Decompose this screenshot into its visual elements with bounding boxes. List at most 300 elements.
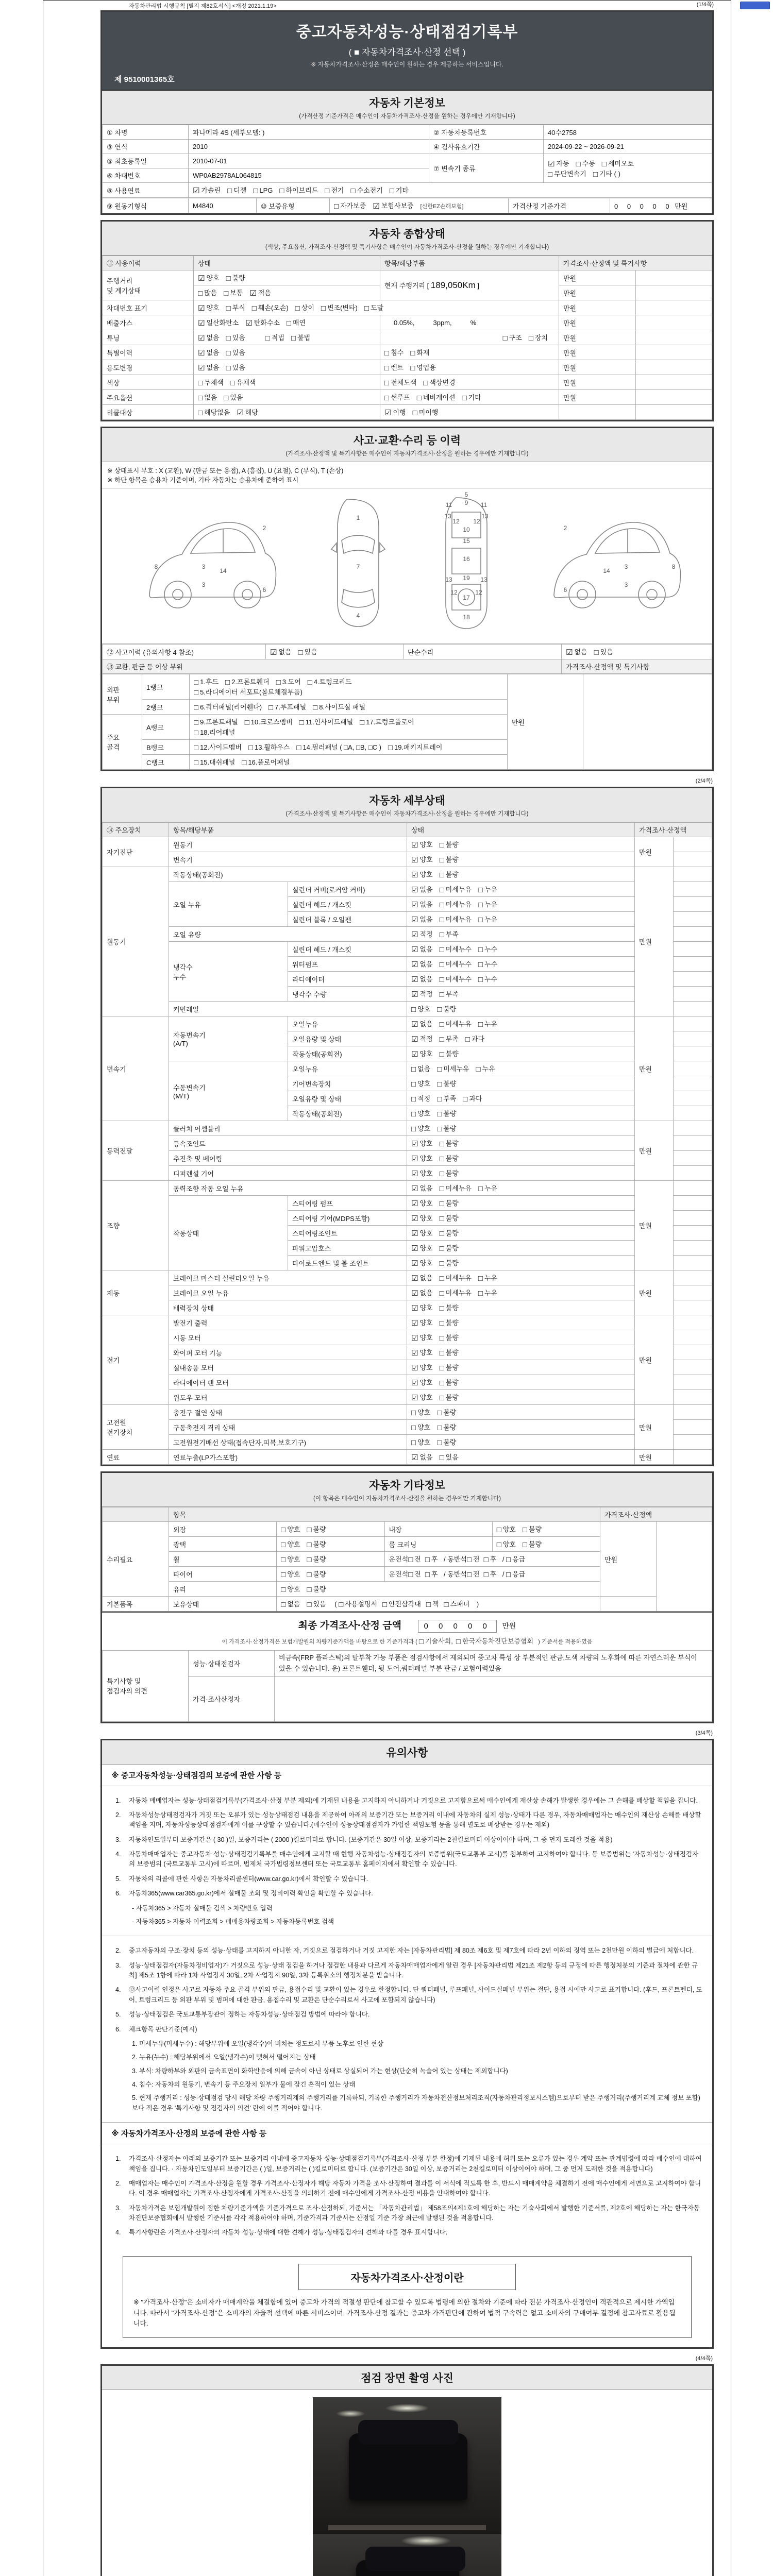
notes-cell xyxy=(674,1375,712,1390)
checkbox-unchecked[interactable] xyxy=(440,854,459,865)
checkbox-unchecked[interactable] xyxy=(476,1063,495,1074)
checkbox-unchecked[interactable] xyxy=(224,287,243,298)
checkbox-unchecked[interactable] xyxy=(440,1228,459,1238)
notice-item-number: 1. xyxy=(115,2155,121,2163)
accident-table xyxy=(102,644,712,770)
state-options xyxy=(407,1450,635,1465)
checkbox-unchecked[interactable] xyxy=(360,717,414,727)
state-options xyxy=(407,942,635,957)
checkbox-label: 보통 xyxy=(230,289,243,297)
checkbox-unchecked[interactable] xyxy=(307,1554,326,1564)
checkbox-label: 불량 xyxy=(445,871,459,878)
checkbox-checked[interactable] xyxy=(411,944,433,954)
checkbox-unchecked[interactable] xyxy=(350,185,382,195)
checkbox-checked[interactable] xyxy=(193,185,221,195)
checkbox-unchecked[interactable] xyxy=(440,1033,459,1044)
checkbox-unchecked[interactable] xyxy=(440,1452,459,1462)
notes-cell xyxy=(674,1360,712,1375)
checkbox-unchecked-icon: □ xyxy=(483,1555,489,1564)
part-label: 브레이크 오일 누유 xyxy=(169,1285,407,1300)
checkbox-unchecked-icon: □ xyxy=(418,1637,424,1646)
checkbox-label: 부족 xyxy=(445,990,459,998)
checkbox-checked[interactable] xyxy=(270,647,292,657)
checkbox-unchecked[interactable] xyxy=(225,676,270,687)
checkbox-checked[interactable] xyxy=(198,302,220,313)
checkbox-unchecked[interactable] xyxy=(384,377,416,387)
checkbox-checked[interactable] xyxy=(411,1138,433,1148)
checkbox-checked[interactable] xyxy=(411,1302,433,1313)
checkbox-unchecked-icon: □ xyxy=(198,409,203,417)
column-header: 항목/해당부품 xyxy=(169,823,407,837)
checkbox-checked[interactable] xyxy=(411,1243,433,1253)
checkbox-unchecked[interactable] xyxy=(437,1437,456,1447)
notice-sub-item xyxy=(132,1917,703,1927)
checkbox-unchecked[interactable] xyxy=(194,727,235,737)
checkbox-checked[interactable] xyxy=(411,839,433,850)
checkbox-checked[interactable] xyxy=(411,869,433,879)
checkbox-unchecked[interactable] xyxy=(198,392,217,402)
checkbox-unchecked[interactable] xyxy=(478,914,497,924)
checkbox-unchecked[interactable] xyxy=(198,407,230,417)
checkbox-checked[interactable] xyxy=(411,884,433,894)
checkbox-unchecked[interactable] xyxy=(411,1437,430,1447)
checkbox-unchecked[interactable] xyxy=(440,1332,459,1343)
checkbox-unchecked[interactable] xyxy=(307,1599,326,1609)
checkbox-unchecked[interactable] xyxy=(308,676,352,687)
checkbox-unchecked[interactable] xyxy=(440,914,472,924)
checkbox-unchecked[interactable] xyxy=(390,185,409,195)
checkbox-unchecked[interactable] xyxy=(440,1138,459,1148)
checkbox-checked[interactable] xyxy=(411,1019,433,1029)
checkbox-unchecked[interactable] xyxy=(382,1599,421,1609)
checkbox-checked[interactable] xyxy=(411,1377,433,1387)
checkbox-label: 양호 xyxy=(502,1526,516,1533)
checkbox-unchecked[interactable] xyxy=(478,959,497,969)
checkbox-unchecked[interactable] xyxy=(440,1048,459,1059)
state-options xyxy=(194,390,380,405)
page-marker-2: (2/4쪽) xyxy=(695,778,713,784)
checkbox-unchecked[interactable] xyxy=(384,347,404,358)
checkbox-unchecked[interactable] xyxy=(411,1078,430,1089)
checkbox-checked[interactable] xyxy=(411,914,433,924)
checkbox-unchecked[interactable] xyxy=(478,884,497,894)
checkbox-unchecked[interactable] xyxy=(529,332,548,343)
notice-item-text: 체크항목 판단기준(예시) xyxy=(129,2025,197,2033)
checkbox-unchecked[interactable] xyxy=(307,1524,326,1534)
notice-block3 xyxy=(102,2144,712,2248)
checkbox-unchecked[interactable] xyxy=(298,647,317,657)
checkbox-unchecked[interactable] xyxy=(506,1554,525,1564)
checkbox-unchecked[interactable] xyxy=(497,1539,516,1549)
checkbox-unchecked[interactable] xyxy=(265,332,284,343)
overall-status-title: 자동차 종합상태 xyxy=(369,228,445,240)
checkbox-checked[interactable] xyxy=(411,974,433,984)
checkbox-unchecked-icon: □ xyxy=(425,1555,430,1564)
panel-number: 14 xyxy=(220,567,227,574)
checkbox-checked[interactable] xyxy=(245,317,280,328)
checkbox-unchecked[interactable] xyxy=(281,1554,300,1564)
checkbox-unchecked[interactable] xyxy=(408,1569,421,1579)
checkbox-unchecked[interactable] xyxy=(276,676,301,687)
checkbox-checked[interactable] xyxy=(411,1183,433,1193)
checkbox-checked[interactable] xyxy=(373,200,413,211)
checkbox-label: 장치 xyxy=(534,334,548,342)
checkbox-unchecked[interactable] xyxy=(463,1093,482,1104)
checkbox-checked[interactable] xyxy=(566,647,587,657)
checkbox-unchecked[interactable] xyxy=(334,200,366,211)
checkbox-label: 불량 xyxy=(529,1540,542,1548)
mileage-value: 189,050Km xyxy=(430,280,476,290)
checkbox-unchecked[interactable] xyxy=(440,1287,472,1298)
notes-cell xyxy=(674,1002,712,1016)
checkbox-unchecked[interactable] xyxy=(411,1108,430,1118)
checkbox-checked[interactable] xyxy=(411,854,433,865)
checkbox-unchecked[interactable] xyxy=(268,702,306,712)
checkbox-checked[interactable] xyxy=(411,1213,433,1223)
checkbox-label: 19.패키지트레이 xyxy=(394,743,443,751)
checkbox-unchecked-icon: □ xyxy=(384,394,390,402)
checkbox-label: 불량 xyxy=(445,1349,459,1357)
checkbox-checked[interactable] xyxy=(411,929,433,939)
car-silhouette-2 xyxy=(356,2560,459,2576)
checkbox-unchecked[interactable] xyxy=(411,1407,430,1417)
checkbox-label: 무채색 xyxy=(204,379,224,386)
checkbox-unchecked[interactable] xyxy=(503,332,522,343)
checkbox-unchecked[interactable] xyxy=(408,1554,421,1564)
pricing-box-text: ※ "가격조사·산정"은 소비자가 매매계약을 체결함에 있어 중고차 가격의 적절성 판단에 참고할 수 있도록 법령에 의한 절차와 기준에 따라 전문 가격조사·산정인이 객관적으로 제시한 가액입니다. 따라서 "가격조사·산정"은 소비자의 자율적 선택에 따른 서비스이며, 가격조사·산정 결과는 중고차 가격판단에 관하여 법적 구속력은 없고 소비자의 구매여부 결정에 참고자료로 활용됩니다. xyxy=(133,2298,676,2328)
checkbox-checked[interactable] xyxy=(411,1332,433,1343)
checkbox-unchecked[interactable] xyxy=(411,1063,430,1074)
notes-cell xyxy=(674,1405,712,1420)
checkbox-unchecked[interactable] xyxy=(425,1569,438,1579)
checkbox-checked-icon: ☑ xyxy=(245,319,253,328)
checkbox-unchecked[interactable] xyxy=(307,1569,326,1579)
checkbox-unchecked[interactable] xyxy=(226,347,245,358)
checkbox-unchecked-icon: □ xyxy=(382,1600,388,1609)
checkbox-unchecked[interactable] xyxy=(295,302,314,313)
checkbox-unchecked[interactable] xyxy=(194,702,262,712)
checkbox-unchecked-icon: □ xyxy=(437,1409,442,1417)
checkbox-checked[interactable] xyxy=(411,1392,433,1402)
appraiser-opinion-text xyxy=(275,1676,712,1721)
checkbox-unchecked[interactable] xyxy=(440,1153,459,1163)
checkbox-unchecked[interactable] xyxy=(478,1019,497,1029)
checkbox-unchecked[interactable] xyxy=(281,1524,300,1534)
checkbox-label: 양호 xyxy=(417,1005,431,1013)
checkbox-unchecked[interactable] xyxy=(444,1599,470,1609)
notes-cell xyxy=(674,852,712,867)
checkbox-label: 양호 xyxy=(417,1125,431,1132)
checkbox-unchecked[interactable] xyxy=(224,392,243,402)
room-cleaning-label: 룸 크리닝 xyxy=(384,1537,492,1552)
checkbox-unchecked[interactable] xyxy=(437,1004,456,1014)
checkbox-unchecked[interactable] xyxy=(227,185,246,195)
checkbox-unchecked[interactable] xyxy=(281,1584,300,1594)
checkbox-label: 적정 xyxy=(417,1095,431,1103)
checkbox-unchecked[interactable] xyxy=(281,1569,300,1579)
checkbox-checked-icon: ☑ xyxy=(411,1319,418,1328)
state-options xyxy=(407,1226,635,1241)
detail-status-table xyxy=(102,822,712,1465)
checkbox-unchecked[interactable] xyxy=(388,742,442,752)
checkbox-unchecked[interactable] xyxy=(576,158,595,168)
checkbox-checked[interactable] xyxy=(411,959,433,969)
checkbox-label: 없음 xyxy=(419,901,433,908)
notes-cell xyxy=(674,1435,712,1450)
checkbox-unchecked-icon: □ xyxy=(281,1570,286,1579)
interior-options xyxy=(492,1522,600,1537)
checkbox-unchecked[interactable] xyxy=(437,1093,456,1104)
checkbox-unchecked[interactable] xyxy=(325,185,344,195)
checkbox-unchecked[interactable] xyxy=(478,1273,497,1283)
notice-block1-header: ※ 중고자동차성능·상태점검의 보증에 관한 사항 등 xyxy=(102,1765,712,1786)
checkbox-unchecked[interactable] xyxy=(226,302,245,313)
checkbox-unchecked[interactable] xyxy=(410,347,429,358)
part-label: 타이로드엔드 및 볼 조인트 xyxy=(288,1256,407,1270)
checkbox-checked[interactable] xyxy=(198,317,239,328)
checkbox-unchecked[interactable] xyxy=(198,377,224,387)
checkbox-unchecked[interactable] xyxy=(484,1569,497,1579)
checkbox-checked[interactable] xyxy=(411,989,433,999)
checkbox-unchecked[interactable] xyxy=(194,676,219,687)
checkbox-unchecked[interactable] xyxy=(484,1554,497,1564)
checkbox-unchecked[interactable] xyxy=(417,392,456,402)
checkbox-unchecked[interactable] xyxy=(465,1033,484,1044)
checkbox-checked[interactable] xyxy=(411,1168,433,1178)
checkbox-checked[interactable] xyxy=(411,1033,433,1044)
checkbox-unchecked[interactable] xyxy=(437,1407,456,1417)
checkbox-unchecked[interactable] xyxy=(252,302,289,313)
checkbox-unchecked[interactable] xyxy=(226,362,245,372)
checkbox-checked[interactable] xyxy=(548,158,569,168)
checkbox-unchecked-icon: □ xyxy=(281,1526,286,1534)
checkbox-label: 누유 xyxy=(484,916,498,923)
checkbox-unchecked[interactable] xyxy=(440,1168,459,1178)
checkbox-unchecked[interactable] xyxy=(384,392,410,402)
checkbox-unchecked[interactable] xyxy=(440,989,459,999)
checkbox-label: 누유 xyxy=(484,1289,498,1297)
checkbox-unchecked-icon: □ xyxy=(478,886,483,894)
checkbox-unchecked[interactable] xyxy=(364,302,383,313)
checkbox-checked[interactable] xyxy=(411,899,433,909)
checkbox-unchecked[interactable] xyxy=(437,1078,456,1089)
checkbox-checked[interactable] xyxy=(198,362,220,372)
checkbox-unchecked[interactable] xyxy=(279,185,318,195)
checkbox-unchecked[interactable] xyxy=(307,1539,326,1549)
checkbox-checked[interactable] xyxy=(411,1362,433,1372)
checkbox-unchecked[interactable] xyxy=(411,1093,430,1104)
checkbox-unchecked[interactable] xyxy=(440,1377,459,1387)
checkbox-checked[interactable] xyxy=(384,407,406,417)
checkbox-unchecked[interactable] xyxy=(281,1539,300,1549)
checkbox-checked[interactable] xyxy=(411,1287,433,1298)
checkbox-unchecked[interactable] xyxy=(425,1554,438,1564)
checkbox-unchecked-icon: □ xyxy=(456,1637,461,1646)
price-cell: 만원 xyxy=(559,300,636,315)
checkbox-unchecked[interactable] xyxy=(287,317,306,328)
checkbox-checked[interactable] xyxy=(411,1048,433,1059)
checkbox-unchecked[interactable] xyxy=(440,959,472,969)
checkbox-unchecked[interactable] xyxy=(440,944,472,954)
checkbox-unchecked[interactable] xyxy=(194,757,235,767)
checkbox-unchecked[interactable] xyxy=(467,1554,480,1564)
checkbox-unchecked[interactable] xyxy=(437,1108,456,1118)
checkbox-unchecked[interactable] xyxy=(226,273,245,283)
checkbox-unchecked[interactable] xyxy=(226,332,245,343)
checkbox-unchecked-icon: □ xyxy=(198,289,203,298)
checkbox-unchecked[interactable] xyxy=(462,392,481,402)
checkbox-unchecked[interactable] xyxy=(478,974,497,984)
checkbox-label: 누유 xyxy=(484,901,498,908)
checkbox-checked[interactable] xyxy=(411,1228,433,1238)
checkbox-unchecked[interactable] xyxy=(593,168,620,179)
checkbox-unchecked[interactable] xyxy=(194,742,242,752)
checkbox-checked[interactable] xyxy=(237,407,258,417)
checkbox-checked[interactable] xyxy=(411,1153,433,1163)
rank-label: 1랭크 xyxy=(142,674,190,700)
checkbox-unchecked[interactable] xyxy=(523,1539,542,1549)
checkbox-unchecked[interactable] xyxy=(497,1524,516,1534)
notice-header xyxy=(102,1740,712,1765)
checkbox-unchecked[interactable] xyxy=(437,1123,456,1133)
inspection-photo-1 xyxy=(313,2397,501,2534)
checkbox-unchecked[interactable] xyxy=(291,332,310,343)
checkbox-unchecked-icon: □ xyxy=(411,1080,416,1089)
checkbox-unchecked[interactable] xyxy=(281,1599,300,1609)
checkbox-unchecked[interactable] xyxy=(194,717,238,727)
checkbox-unchecked[interactable] xyxy=(478,1287,497,1298)
checkbox-unchecked[interactable] xyxy=(426,1599,439,1609)
checkbox-unchecked[interactable] xyxy=(440,1317,459,1328)
checkbox-unchecked[interactable] xyxy=(440,1347,459,1358)
checkbox-checked-icon: ☑ xyxy=(411,856,418,865)
checkbox-unchecked-icon: □ xyxy=(226,334,231,343)
checkbox-unchecked[interactable] xyxy=(440,1243,459,1253)
checkbox-unchecked[interactable] xyxy=(440,1362,459,1372)
notes-cell xyxy=(674,1181,712,1196)
checkbox-unchecked[interactable] xyxy=(440,899,472,909)
checkbox-unchecked[interactable] xyxy=(410,362,436,372)
checkbox-unchecked[interactable] xyxy=(313,702,365,712)
checkbox-unchecked[interactable] xyxy=(411,1004,430,1014)
checkbox-unchecked-icon: □ xyxy=(384,379,390,387)
checkbox-checked[interactable] xyxy=(411,1198,433,1208)
checkbox-unchecked[interactable] xyxy=(245,717,293,727)
accident-history-options xyxy=(266,645,404,659)
checkbox-unchecked[interactable] xyxy=(440,1198,459,1208)
checkbox-checked[interactable] xyxy=(411,1452,433,1462)
checkbox-unchecked[interactable] xyxy=(440,884,472,894)
checkbox-unchecked[interactable] xyxy=(478,1183,497,1193)
checkbox-unchecked[interactable] xyxy=(296,742,381,752)
checkbox-label: 4.트렁크리드 xyxy=(313,678,352,686)
checkbox-unchecked[interactable] xyxy=(437,1422,456,1432)
checkbox-unchecked[interactable] xyxy=(456,1636,533,1646)
checkbox-unchecked[interactable] xyxy=(440,1258,459,1268)
checkbox-unchecked[interactable] xyxy=(248,742,290,752)
checkbox-unchecked[interactable] xyxy=(384,362,404,372)
checkbox-unchecked[interactable] xyxy=(440,1273,472,1283)
checkbox-label: 불량 xyxy=(313,1570,326,1578)
checkbox-unchecked[interactable] xyxy=(437,1063,469,1074)
checkbox-unchecked[interactable] xyxy=(194,687,303,697)
checkbox-checked[interactable] xyxy=(411,1317,433,1328)
checkbox-label: 없음 xyxy=(206,364,220,371)
checkbox-unchecked[interactable] xyxy=(602,158,634,168)
checkbox-unchecked[interactable] xyxy=(198,287,217,298)
checkbox-unchecked[interactable] xyxy=(440,929,459,939)
checkbox-unchecked[interactable] xyxy=(506,1569,525,1579)
checkbox-label: 양호 xyxy=(287,1555,300,1563)
checkbox-unchecked[interactable] xyxy=(242,757,290,767)
checkbox-unchecked[interactable] xyxy=(440,974,472,984)
checkbox-unchecked[interactable] xyxy=(523,1524,542,1534)
checkbox-unchecked[interactable] xyxy=(548,168,586,179)
checkbox-unchecked[interactable] xyxy=(230,377,256,387)
checkbox-unchecked[interactable] xyxy=(413,407,439,417)
color-label: 색상 xyxy=(103,375,194,390)
checkbox-checked[interactable] xyxy=(411,1347,433,1358)
checkbox-unchecked[interactable] xyxy=(440,839,459,850)
checkbox-label: 전기 xyxy=(331,187,344,194)
checkbox-unchecked[interactable] xyxy=(594,647,613,657)
checkbox-unchecked[interactable] xyxy=(253,187,273,195)
notes-cell xyxy=(674,1061,712,1076)
top-right-button[interactable] xyxy=(740,2,770,9)
checkbox-unchecked[interactable] xyxy=(423,377,455,387)
checkbox-unchecked[interactable] xyxy=(299,717,354,727)
checkbox-unchecked[interactable] xyxy=(440,869,459,879)
checkbox-unchecked[interactable] xyxy=(478,899,497,909)
checkbox-unchecked[interactable] xyxy=(440,1183,472,1193)
checkbox-unchecked-icon: □ xyxy=(444,1600,449,1609)
checkbox-unchecked[interactable] xyxy=(467,1569,480,1579)
part-label: 오일유량 및 상태 xyxy=(288,1091,407,1106)
checkbox-unchecked[interactable] xyxy=(307,1584,326,1594)
checkbox-unchecked-icon: □ xyxy=(291,334,296,343)
checkbox-checked[interactable] xyxy=(411,1273,433,1283)
checkbox-label: 누수 xyxy=(484,975,498,983)
checkbox-label: 양호 xyxy=(419,1319,433,1327)
checkbox-unchecked[interactable] xyxy=(419,1636,453,1646)
panel-number: 3 xyxy=(624,563,628,570)
checkbox-checked[interactable] xyxy=(198,332,220,343)
accident-header xyxy=(102,428,712,462)
checkbox-unchecked[interactable] xyxy=(440,1213,459,1223)
checkbox-unchecked[interactable] xyxy=(440,1302,459,1313)
checkbox-unchecked[interactable] xyxy=(339,1599,377,1609)
checkbox-unchecked[interactable] xyxy=(411,1422,430,1432)
checkbox-label: 무단변속기 xyxy=(554,170,586,178)
state-options xyxy=(407,1330,635,1345)
checkbox-checked[interactable] xyxy=(198,347,220,358)
checkbox-label: 양호 xyxy=(419,1170,433,1177)
checkbox-label: 불량 xyxy=(443,1438,457,1446)
checkbox-unchecked[interactable] xyxy=(478,944,497,954)
checkbox-unchecked[interactable] xyxy=(440,1392,459,1402)
checkbox-checked[interactable] xyxy=(249,287,271,298)
checkbox-unchecked[interactable] xyxy=(411,1123,430,1133)
part-label: 커먼레일 xyxy=(169,1002,407,1016)
checkbox-unchecked-icon: □ xyxy=(439,1244,444,1253)
notice-sub-item xyxy=(132,2066,703,2076)
checkbox-label: 양호 xyxy=(419,1364,433,1371)
checkbox-unchecked[interactable] xyxy=(321,302,358,313)
checkbox-label: 없음 xyxy=(417,1065,431,1073)
checkbox-checked[interactable] xyxy=(198,273,220,283)
checkbox-unchecked[interactable] xyxy=(440,1019,472,1029)
checkbox-checked[interactable] xyxy=(411,1258,433,1268)
